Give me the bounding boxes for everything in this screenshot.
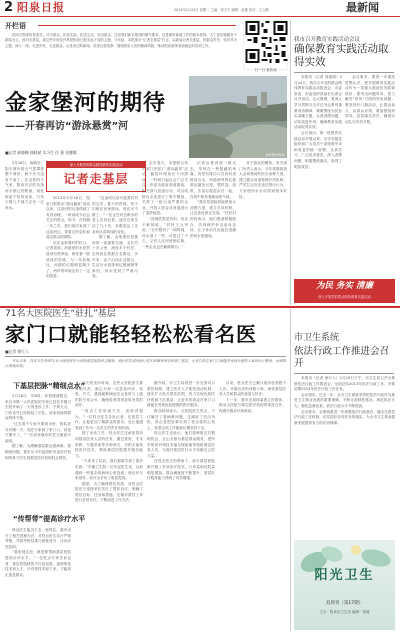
column-divider-bottom xyxy=(290,309,291,631)
ad-title: 阳光卫生 xyxy=(314,568,375,583)
lead-paragraph: “这条河以前可是我们村的宝贝，夏天的时候，孩子们都在河里游泳，现在可不敢了。”一位正在河边散步的老人告诉记者，他在这里生活了几十年，亲眼见证了这条河从清到浊的变化。 xyxy=(92,196,138,234)
lead-col-2 xyxy=(46,196,90,301)
intro-text xyxy=(5,33,237,75)
second-subhead-1: 下基层把脉“精细点水” xyxy=(13,382,86,390)
second-paragraph: 每天的坐诊时间，这些大医院医生都尽职尽责，耐心为每一位患者问诊、检查、开方，遇到疑难病症还会及时与上级医院专家会诊，确保患者得到及时有效的治疗。 xyxy=(75,381,143,408)
column-tag: 开栏语 xyxy=(5,22,26,30)
banner-top-line: 深入开展党的群众路线教育实践活动 xyxy=(47,162,145,168)
second-col-4 xyxy=(219,381,286,630)
qr-caption: 扫一扫 看新闻 xyxy=(254,68,277,72)
second-col-3 xyxy=(147,381,215,630)
page-number: 2 xyxy=(4,0,14,15)
sidebar-top-paragraph: 会议指出，第一批教育实践活动开展以来，全市各级党组织和广大党员干部按照中央和省委的统一部署，认真学习、广泛征求意见、深入查摆问题、积极整改落实，取得了明显成效。 xyxy=(294,130,342,169)
sidebar-bottom-rule xyxy=(294,373,394,374)
second-paragraph: “专家来了以后，我们跟着学到了很多东西。”乡镇卫生院一位年轻医生说，以前遇到一些复杂的病例心里没底，现在有专家指导，诊疗水平有了明显提高。 xyxy=(75,459,143,481)
page-header xyxy=(0,0,400,17)
sidebar-top-paragraph: 本报讯（记者 刘丽娟）2月24日，我市召开党的群众路线教育实践活动推进会，市委常委、市委组织部部长出席会议并讲话。会议强调，要深入学习贯彻习近平总书记系列重要讲话精神，紧紧围绕为民务实清廉主题，认真查摆问题，切实改进作风，确保教育实践活动取得实效。 xyxy=(294,75,342,130)
lead-col-3 xyxy=(92,196,138,301)
intro-paragraph: 世间万物来的是喜乐，冲当群众，拓近实际，拓近生活，拓近群众，这是我们新社报成的精气要求，这是做好新闻工作的根本原则。为了更好地服务于新闻办公，而对走基层，真这些年转变作风是阳泉日报永远不变的主题，今年起，本报推出“记者走基层”栏目，以新闻记者走基层、听群众声音、转作风为主题，深入一线，走进乡村，走近群众，记录身边的新闻，讲述百姓故事，展现阳泉人民的精神风貌，推动阳泉改革发展稳定的各项工作。 xyxy=(5,33,237,48)
lead-subheadline: ——开春再访“游泳悬赏”河 xyxy=(5,121,129,132)
health-supplement-ad xyxy=(294,540,395,630)
second-paragraph: 2月18日，早8时，伴着缕缕阳光，来自市第一人民医院的专家已经在乡镇卫生院开始了一天的坐诊工作，不到九点，门诊室外已经排起了长队，前来看病的群众络绎不绝。 xyxy=(5,394,71,421)
photo-caption: 金家堡河现状 xyxy=(265,153,285,157)
lead-byline: ■记者 郝晓峰 顾晓斌 实习生 任 强 张娜娜 xyxy=(5,150,77,155)
section-separator xyxy=(0,306,400,308)
qr-code[interactable] xyxy=(243,20,288,70)
lead-paragraph: 去年春天，本报联合有关部门开展了“游泳悬赏”活动，悬赏环保局长下河游泳，一时间引起社会广泛关注，市委市政府高度重视，相关部门迅速行动，对沿线排污企业进行了集中整治，关停了一批污染严重的企业，并投入资金对河道进行了清淤疏浚。 xyxy=(142,161,188,216)
second-col-1 xyxy=(5,394,71,510)
second-kicker: 71名大医院医生“驻扎”基层 xyxy=(5,309,116,319)
second-rule xyxy=(5,356,286,357)
header-info: 2014年2月25日 星期二 主编：张文平 编辑：赵雅 校对：王文静 xyxy=(174,8,269,12)
paper-name: 阳泉日报 xyxy=(17,1,65,14)
lead-paragraph: 2月18日，雨渐后，阴天寒冷的天气笼罩着整个城市，两个多月没有下雨了。在这样的天气里，阳泉市区的各条河水都已经断流，到处都是干枯的河床，只有少数几个地方还有一汪浑水。 xyxy=(5,161,44,210)
second-paragraph: 除了坐诊之外，驻点医生还承担着培训基层医务人员的任务，通过查房、手术带教、专题讲座等多种形式，手把手地传授医疗技术，帮助基层医院提升服务能力。 xyxy=(75,431,143,458)
second-lede-text: 开年以来，我市卫生系统71名大医院医生分别到基层医院驻点服务，他们把先进的医疗技术和服务理念带到了基层，让老百姓在家门口就能享受到大医院专家的诊疗服务，受到群众普遍欢迎。 xyxy=(5,359,286,369)
second-byline: ■记者 徐行人 xyxy=(5,349,29,354)
section-name: 最新闻 xyxy=(346,1,379,14)
column-tag-rule xyxy=(38,25,236,26)
second-headline: 家门口就能轻轻松松看名医 xyxy=(5,322,257,346)
lead-paragraph: 站在金家堡村的村口，记者看到，河道里的水依然显得有些浑浊，散发着一股淡淡的异味，与一年前相比，河道的垃圾明显减少了，两岸的环境也有了一定的改善。 xyxy=(46,240,90,279)
sidebar-top-paragraph: 会议要求，要进一步提高思想认识，把开展教育实践活动作为一项重大政治任务抓紧抓好；要突出问题导向，着力解决“四风”方面的突出问题；要坚持开门搞活动，让群众参与、由群众评判；要加强组织领导，层层落实责任，确保活动扎实有效开展。 xyxy=(345,75,395,124)
slogan-banner xyxy=(294,279,395,303)
second-paragraph: “过去看个专家号要到市里，排队挂号折腾一天，现在专家到了家门口，真是方便多了。”一位前来就诊的老大娘高兴地说。 xyxy=(5,421,71,443)
sidebar-bottom-headline: 依法行政工作推进会召开 xyxy=(294,346,390,369)
second-paragraph: 目前，驻点医生已累计接诊患者数千人次，开展各类培训数十场，深受基层医务人员和群众的欢迎与好评。 xyxy=(219,381,286,397)
banner-title: 记者走基层 xyxy=(63,172,129,186)
second-paragraph: 据介绍，市卫生局将进一步完善对口帮扶机制，建立医疗人才柔性流动机制，逐步扩大驻点帮扶范围，努力实现优质医疗资源下沉基层，让更多的群众在家门口就能享受到优质便捷的医疗服务。 xyxy=(147,381,215,408)
reporter-banner xyxy=(46,161,146,192)
slogan-subtitle: 深入开展党的群众路线教育实践活动 xyxy=(318,295,371,299)
second-paragraph: 在驻点医生的帮助下，部分基层医院新开展了多项诊疗技术，门诊量和住院量明显增加，群众满意度不断提升，基层医疗服务能力得到了有效增强。 xyxy=(147,459,215,481)
lead-col-6 xyxy=(239,161,287,301)
second-paragraph: 保证医生能沉下去，留得住，我市出台了相关管理办法，对驻点医生实行严格考核，并将考核结果与职称晋升、评优评先挂钩。 xyxy=(5,528,71,549)
column-divider xyxy=(290,20,291,305)
lead-headline: 金家堡河的期待 xyxy=(5,91,167,116)
sidebar-bottom-kicker: 市卫生系统 xyxy=(294,333,340,343)
river-photo-graphic xyxy=(189,76,287,158)
ad-subtitle: 双周刊（第17期） xyxy=(325,601,364,606)
second-col-2 xyxy=(75,381,143,630)
lead-col-4 xyxy=(142,161,188,301)
qr-code-graphic xyxy=(244,21,289,63)
slogan-title: 为民 务实 清廉 xyxy=(316,281,373,291)
second-col-1b xyxy=(5,528,71,630)
lead-col-5 xyxy=(190,161,236,301)
ad-info: 主办：阳泉市卫生局 编辑：张娜 xyxy=(319,610,370,614)
lead-paragraph: 2013年2月18日，阳泉日报推出“游泳悬赏”活动以来，这条河的污染得到了有效治理，一时间成为社会关注的焦点。如今，在时隔一年之后，我们再次来到了这条河边，看看它的变化和周边群众的期待。 xyxy=(46,196,90,240)
second-subhead-2: “传帮带”提高诊疗水平 xyxy=(13,515,86,523)
second-paragraph: “我来到这里，就是要帮助基层医院提高诊疗水平。”一位驻点专家告诉记者，基层医院缺的不仅是设备，更缺的是技术和人才，只有把技术留下来，才能真正惠及群众。 xyxy=(5,550,71,577)
lead-paragraph: “治理效果是有的，但还不够彻底。”村民王大爷说，“去年整治了一段时间，河水清了一些，可是过了不久，又有人往河里倒垃圾，一些企业也在偷偷排污。” xyxy=(142,216,188,249)
lead-col-1 xyxy=(5,161,44,301)
second-lede xyxy=(5,359,286,376)
second-paragraph: “驻点工作时间不长，但收获很大。”一位驻点医生告诉记者，在基层工作，让他更加了解群众的需求，也让他感受到了作为一名医生的责任和价值。 xyxy=(75,408,143,430)
sidebar-bottom-paragraph: 本报讯（记者 徐行人）2月19日下午，市卫生局召开全系统依法行政工作推进会，全面总结2013年依法行政工作，安排部署2014年依法行政工作任务。 xyxy=(294,376,395,392)
second-paragraph: 据悉，为了确保帮扶效果，各驻点医院还与受援单位签订了帮扶协议，明确了帮扶目标、任务和措施，定期对帮扶工作进行总结评估，不断改进工作方法。 xyxy=(75,481,143,503)
second-paragraph: 群众纷纷表示，大医院医生驻点，不仅解决了看病难问题，还减轻了经济负担，真正是把好事办到了老百姓的心坎上，希望这项工作能够长期坚持下去。 xyxy=(147,408,215,430)
second-paragraph: 下一步，我市还将探索建立医联体，推动大医院与基层医疗机构的深度合作，构建分级诊疗新格局。 xyxy=(219,397,286,413)
sidebar-bottom-paragraph: 会议指出，过去一年，全市卫生系统坚持把依法行政作为推进卫生事业发展的重要保障，不断完善制度建设，规范执法行为，强化监督检查，依法行政水平不断提高。 xyxy=(294,392,395,408)
sidebar-top-rule xyxy=(294,72,394,73)
lead-paragraph: 据了解，金家堡河是桃河的一条重要支流，全长约十多公里，流经多个村庄，沿线居住着数万名群众，多年来，由于沿线企业排污、生活污水直排和垃圾倾倒等原因，河水受到了严重污染。 xyxy=(92,235,138,279)
sidebar-top-headline: 确保教育实践活动取得实效 xyxy=(294,43,389,68)
sidebar-bottom-body xyxy=(294,376,395,536)
sidebar-top-kicker: 我市召开教育实践活动会议 xyxy=(294,37,361,43)
sidebar-bottom-paragraph: 会议要求，全系统要进一步增强依法行政意识，健全完善依法行政工作机制，切实抓好各项任务的落实，为全市卫生事业健康发展提供有力的法治保障。 xyxy=(294,409,395,425)
sidebar-top-body-2 xyxy=(345,75,395,276)
second-paragraph: 驻点医生也表示，他们将珍惜这次锻炼机会，全心全意为基层群众服务，把所学的知识和技术毫无保留地传授给基层医务人员，为提升基层医疗水平贡献自己的力量。 xyxy=(147,431,215,458)
river-photo xyxy=(189,76,287,158)
sidebar-top-body xyxy=(294,75,342,276)
lead-paragraph: 对于群众的期待，有关部门负责人表示，今年将继续加大金家堡河的综合治理力度，建立健全河道管理长效机制，严厉打击各类违法排污行为，力争使河水水质得到根本好转。 xyxy=(239,161,287,199)
lead-paragraph: 记者沿着河道一路走去，发现在一些隐蔽的角落，仍然有排污口在向河里排放污水，河道两旁的垃圾堆也随处可见，塑料袋、废纸、生活垃圾混杂在一起，在风中散发着难闻的气味。 xyxy=(190,161,236,199)
lead-paragraph: “我们希望政府能够加大治理力度，建立长效机制，让这条河真正变清。”村民们纷纷表示，他们愿意积极配合，共同保护好这条母亲河，让子孙后代也能在清澈的河水里嬉戏。 xyxy=(190,200,236,238)
second-paragraph: 据了解，为缓解基层群众看病难、看病贵问题，我市从今年起组织市直医疗机构的骨干医生到基层医疗机构驻点帮扶。 xyxy=(5,444,71,460)
